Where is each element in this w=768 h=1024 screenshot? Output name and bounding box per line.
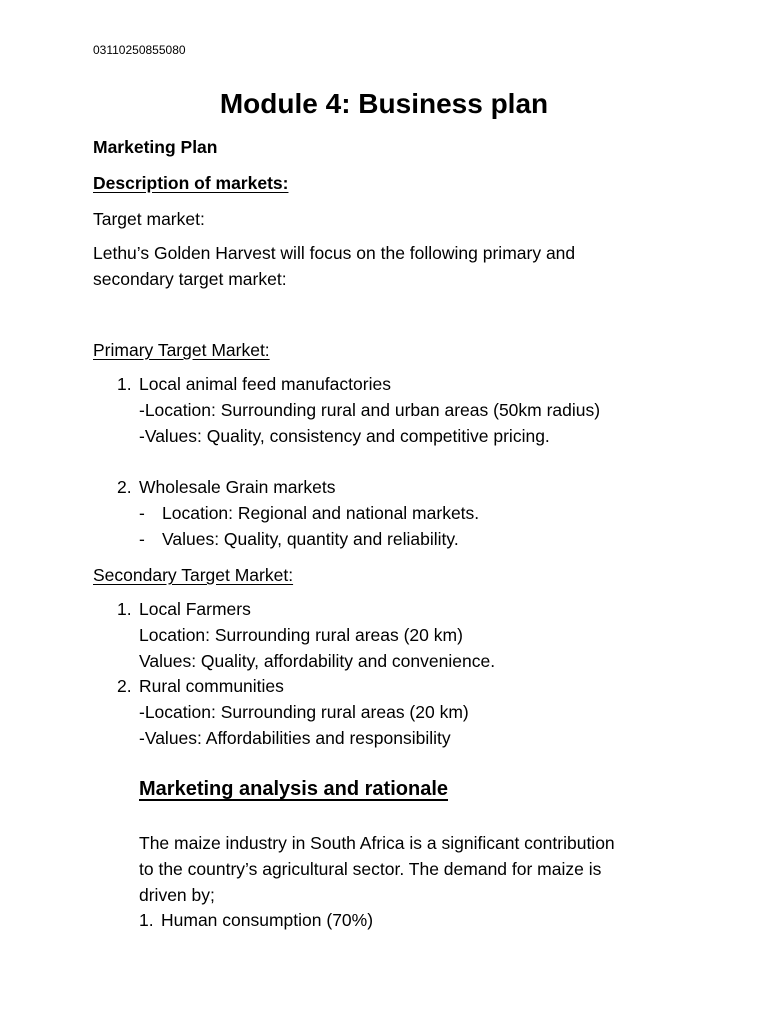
list-number: 1. xyxy=(117,599,132,619)
list-item xyxy=(117,371,391,397)
analysis-paragraph-line: driven by; xyxy=(139,885,215,905)
bullet-item xyxy=(139,500,479,526)
analysis-paragraph-line: The maize industry in South Africa is a significant contribution xyxy=(139,833,615,853)
dash-bullet: - xyxy=(139,529,145,549)
dash-bullet: - xyxy=(139,503,145,523)
list-number: 1. xyxy=(117,374,132,394)
primary-target-market-heading: Primary Target Market: xyxy=(93,340,270,360)
description-of-markets-heading: Description of markets: xyxy=(93,173,289,193)
marketing-plan-heading: Marketing Plan xyxy=(93,137,218,157)
page-title: Module 4: Business plan xyxy=(219,88,549,119)
secondary-target-market-heading: Secondary Target Market: xyxy=(93,565,294,585)
bullet-item xyxy=(139,526,459,552)
list-number: 2. xyxy=(117,676,132,696)
list-item-detail: -Values: Quality, consistency and competitive pricing. xyxy=(139,426,550,446)
marketing-analysis-heading: Marketing analysis and rationale xyxy=(139,778,448,800)
list-item xyxy=(117,474,335,500)
list-item xyxy=(117,596,251,622)
list-item-detail: -Values: Affordabilities and responsibility xyxy=(139,728,451,748)
list-item-title: Wholesale Grain markets xyxy=(139,477,336,497)
list-item xyxy=(117,673,284,699)
document-id: 03110250855080 xyxy=(93,43,186,57)
list-item-title: Rural communities xyxy=(139,676,284,696)
list-item-title: Human consumption (70%) xyxy=(161,910,374,930)
list-item-title: Local animal feed manufactories xyxy=(139,374,391,394)
list-number: 1. xyxy=(139,910,154,930)
list-item-detail: -Location: Surrounding rural and urban areas (50km radius) xyxy=(139,400,601,420)
intro-line-2: secondary target market: xyxy=(93,269,287,289)
analysis-paragraph-line: to the country’s agricultural sector. The demand for maize is xyxy=(139,859,602,879)
list-item-detail: Location: Surrounding rural areas (20 km) xyxy=(139,625,463,645)
bullet-text: Values: Quality, quantity and reliability. xyxy=(162,529,459,549)
list-number: 2. xyxy=(117,477,132,497)
list-item-detail: -Location: Surrounding rural areas (20 km) xyxy=(139,702,469,722)
list-item-title: Local Farmers xyxy=(139,599,251,619)
target-market-label: Target market: xyxy=(93,209,205,229)
bullet-text: Location: Regional and national markets. xyxy=(162,503,480,523)
list-item xyxy=(139,907,373,933)
intro-line-1: Lethu’s Golden Harvest will focus on the following primary and xyxy=(93,243,576,263)
list-item-detail: Values: Quality, affordability and convenience. xyxy=(139,651,496,671)
